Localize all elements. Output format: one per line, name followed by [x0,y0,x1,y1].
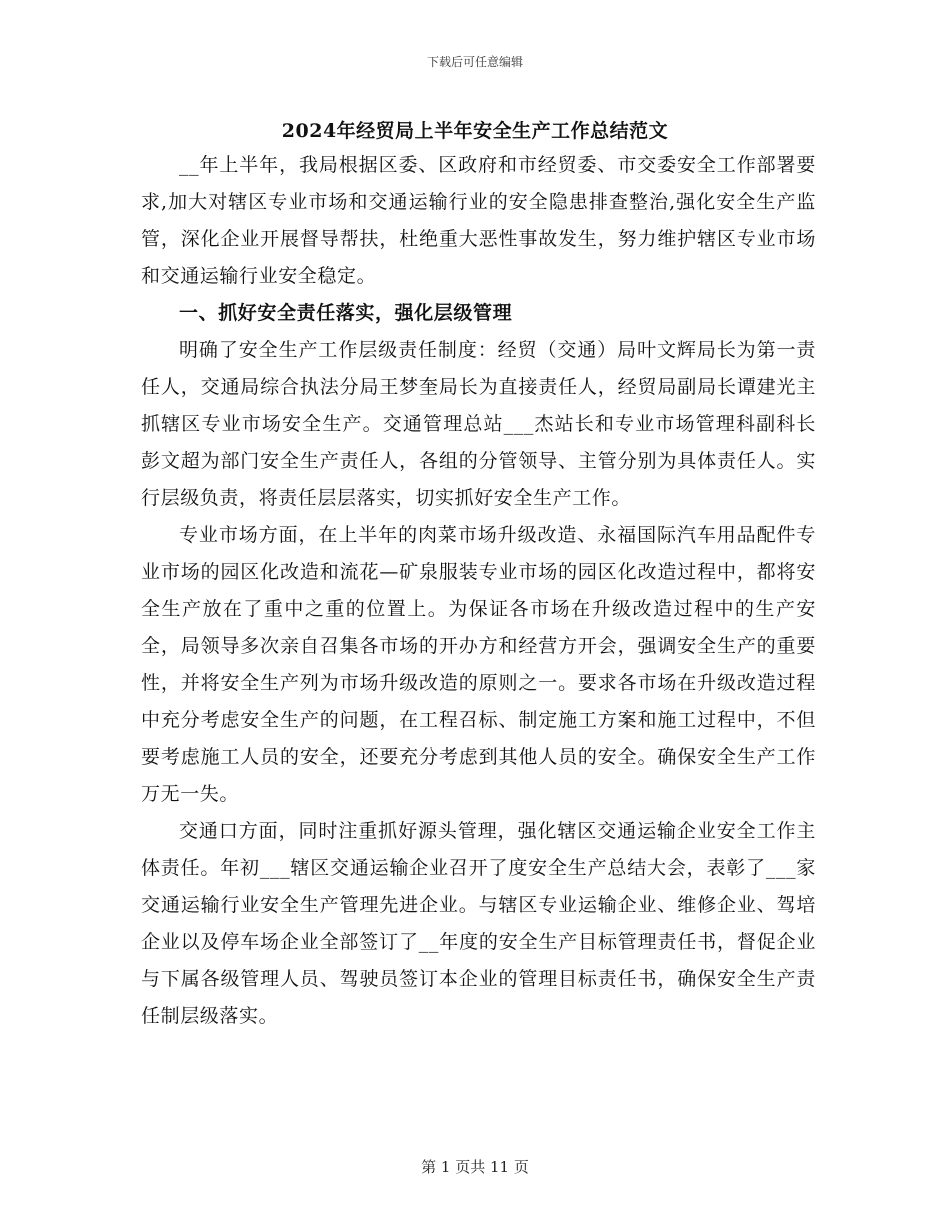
document-title: 2024年经贸局上半年安全生产工作总结范文 [281,120,669,142]
paragraph-intro: __年上半年，我局根据区委、区政府和市经贸委、市交委安全工作部署要求,加大对辖区专业市场和交通运输行业的安全隐患排查整治,强化安全生产监管，深化企业开展督导帮扶，杜绝重大恶性事故发生，努力维护辖区专业市场和交通运输行业安全稳定。 [141,154,816,287]
document-body [141,147,816,1035]
paragraph-transport: 交通口方面，同时注重抓好源头管理，强化辖区交通运输企业安全工作主体责任。年初___辖区交通运输企业召开了度安全生产总结大会，表彰了___家交通运输行业安全生产管理先进企业。与辖区专业运输企业、维修企业、驾培企业以及停车场企业全部签订了__年度的安全生产目标管理责任书，督促企业与下属各级管理人员、驾驶员签订本企业的管理目标责任书，确保安全生产责任制层级落实。 [141,820,816,1027]
page-number: 第 1 页共 11 页 [421,1158,529,1176]
section-heading: 一、抓好安全责任落实，强化层级管理 [179,302,513,324]
header-note: 下载后可任意编辑 [426,55,523,69]
paragraph-responsibility: 明确了安全生产工作层级责任制度：经贸（交通）局叶文辉局长为第一责任人，交通局综合执法分局王梦奎局长为直接责任人，经贸局副局长谭建光主抓辖区专业市场安全生产。交通管理总站___杰站长和专业市场管理科副科长彭文超为部门安全生产责任人，各组的分管领导、主管分别为具体责任人。实行层级负责，将责任层层落实，切实抓好安全生产工作。 [141,339,816,509]
paragraph-market: 专业市场方面，在上半年的肉菜市场升级改造、永福国际汽车用品配件专业市场的园区化改造和流花—矿泉服装专业市场的园区化改造过程中，都将安全生产放在了重中之重的位置上。为保证各市场在升级改造过程中的生产安全，局领导多次亲自召集各市场的开办方和经营方开会，强调安全生产的重要性，并将安全生产列为市场升级改造的原则之一。要求各市场在升级改造过程中充分考虑安全生产的问题，在工程召标、制定施工方案和施工过程中，不但要考虑施工人员的安全，还要充分考虑到其他人员的安全。确保安全生产工作万无一失。 [141,524,816,805]
